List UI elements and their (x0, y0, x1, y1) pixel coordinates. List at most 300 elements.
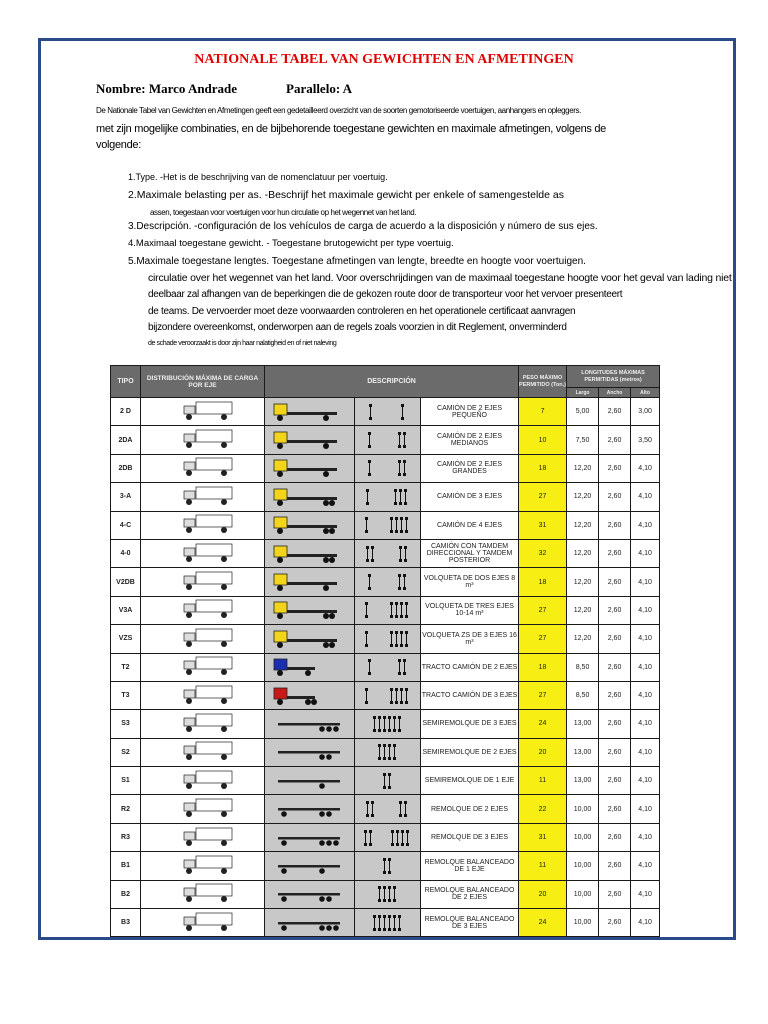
axle-icon (387, 686, 413, 706)
cell-descripcion (421, 596, 519, 624)
table-row (111, 738, 660, 766)
cell-peso (519, 398, 567, 426)
peso-value: 24 (538, 720, 547, 728)
cell-ancho (599, 653, 631, 681)
axle-icon (370, 714, 406, 734)
peso-value: 18 (538, 663, 547, 671)
cell-alto (631, 539, 660, 567)
weights-table (110, 365, 660, 937)
cell-descripcion (421, 852, 519, 880)
alto-value: 4,10 (638, 493, 652, 501)
vehicle-icon (265, 798, 354, 820)
cell-distribucion (141, 710, 265, 738)
axle-icon (387, 515, 413, 535)
cell-descripcion (421, 795, 519, 823)
desc-text: CAMIÓN DE 3 EJES (437, 493, 502, 501)
cell-alto (631, 596, 660, 624)
cell-axles (355, 454, 421, 482)
peso-value: 10 (538, 436, 547, 444)
axle-icon (395, 430, 411, 450)
largo-value: 12,20 (573, 521, 592, 529)
desc-text: TRACTO CAMIÓN DE 2 EJES (421, 663, 518, 671)
vehicle-icon (265, 912, 354, 934)
cell-distribucion (141, 568, 265, 596)
item-axle-load-cont: assen, toegestaan voor voertuigen voor hun circulatie op het wegennet van het land. (150, 208, 417, 217)
vehicle-icon (265, 741, 354, 763)
cell-tipo (111, 653, 141, 681)
cell-largo (567, 852, 599, 880)
axle-icon (362, 686, 373, 706)
cell-axles (355, 483, 421, 511)
peso-value: 27 (538, 692, 547, 700)
vehicle-icon (265, 827, 354, 849)
cell-axles (355, 880, 421, 908)
cell-side-view (265, 568, 355, 596)
item-max-lengths-cont-4: bijzondere overeenkomst, onderworpen aan de regels zoals voorzien in dit Reglement, onverminderd (148, 322, 567, 333)
cell-side-view (265, 511, 355, 539)
cell-tipo (111, 568, 141, 596)
axle-icon (370, 913, 406, 933)
axle-icon (363, 544, 379, 564)
desc-text: CAMIÓN DE 2 EJES MEDIANOS (437, 433, 502, 448)
peso-value: 11 (538, 777, 547, 785)
desc-text: REMOLQUE BALANCEADO DE 1 EJE (424, 858, 515, 873)
item-max-weight: 4.Maximaal toegestane gewicht. - Toegestane brutogewicht per type voertuig. (128, 238, 454, 249)
vehicle-icon (265, 514, 354, 536)
cell-ancho (599, 426, 631, 454)
cell-tipo (111, 852, 141, 880)
cell-alto (631, 767, 660, 795)
alto-value: 4,10 (638, 464, 652, 472)
cell-alto (631, 795, 660, 823)
cell-ancho (599, 596, 631, 624)
cell-side-view (265, 625, 355, 653)
truck-icon (141, 627, 264, 651)
cell-distribucion (141, 681, 265, 709)
cell-axles (355, 625, 421, 653)
truck-icon (141, 911, 264, 935)
ancho-value: 2,60 (607, 919, 622, 927)
cell-largo (567, 681, 599, 709)
cell-ancho (599, 483, 631, 511)
peso-value: 27 (538, 635, 547, 643)
alto-value: 4,10 (638, 663, 652, 671)
cell-ancho (599, 681, 631, 709)
largo-value: 12,20 (573, 635, 592, 643)
truck-icon (141, 684, 264, 708)
cell-peso (519, 454, 567, 482)
largo-value: 10,00 (573, 919, 592, 927)
cell-side-view (265, 880, 355, 908)
cell-side-view (265, 398, 355, 426)
peso-value: 31 (538, 834, 547, 842)
axle-icon (362, 600, 373, 620)
axle-icon (391, 487, 412, 507)
alto-value: 3,50 (638, 436, 652, 444)
largo-value: 12,20 (573, 493, 592, 501)
alto-value: 4,10 (638, 777, 652, 785)
table-row (111, 625, 660, 653)
cell-axles (355, 596, 421, 624)
table-row (111, 398, 660, 426)
header-longitudes: LONGITUDES MÁXIMAS PERMITIDAS (metros) (567, 366, 660, 388)
cell-alto (631, 568, 660, 596)
axle-icon (387, 629, 413, 649)
truck-icon (141, 400, 264, 424)
cell-peso (519, 625, 567, 653)
cell-distribucion (141, 823, 265, 851)
student-name: Nombre: Marco Andrade (96, 81, 238, 96)
cell-ancho (599, 880, 631, 908)
tipo-label: 4-C (119, 521, 132, 529)
cell-peso (519, 909, 567, 937)
desc-text: SEMIREMOLQUE DE 2 EJES (422, 748, 517, 756)
axle-icon (388, 828, 414, 848)
cell-distribucion (141, 539, 265, 567)
alto-value: 4,10 (638, 692, 652, 700)
cell-alto (631, 852, 660, 880)
vehicle-icon (265, 855, 354, 877)
axle-icon (375, 742, 401, 762)
ancho-value: 2,60 (607, 550, 622, 558)
cell-axles (355, 511, 421, 539)
axle-icon (365, 572, 376, 592)
cell-largo (567, 767, 599, 795)
cell-largo (567, 398, 599, 426)
axle-icon (395, 572, 411, 592)
cell-largo (567, 454, 599, 482)
ancho-value: 2,60 (607, 663, 622, 671)
cell-axles (355, 681, 421, 709)
cell-descripcion (421, 710, 519, 738)
cell-side-view (265, 795, 355, 823)
truck-icon (141, 769, 264, 793)
cell-tipo (111, 426, 141, 454)
largo-value: 12,20 (573, 606, 592, 614)
peso-value: 18 (538, 578, 547, 586)
cell-side-view (265, 653, 355, 681)
cell-side-view (265, 823, 355, 851)
cell-side-view (265, 738, 355, 766)
axle-icon (362, 629, 373, 649)
cell-alto (631, 511, 660, 539)
cell-peso (519, 511, 567, 539)
cell-alto (631, 483, 660, 511)
ancho-value: 2,60 (607, 578, 622, 586)
student-info (96, 81, 353, 97)
cell-tipo (111, 681, 141, 709)
cell-side-view (265, 909, 355, 937)
alto-value: 4,10 (638, 606, 652, 614)
header-distribucion: DISTRIBUCIÓN MÁXIMA DE CARGA POR EJE (141, 366, 265, 398)
cell-alto (631, 681, 660, 709)
desc-text: CAMIÓN CON TAMDEM DIRECCIONAL Y TAMDEM POSTERIOR (426, 543, 513, 565)
table-row (111, 880, 660, 908)
cell-axles (355, 909, 421, 937)
tipo-label: B1 (121, 862, 130, 870)
cell-distribucion (141, 511, 265, 539)
peso-value: 31 (538, 521, 547, 529)
table-row (111, 483, 660, 511)
tipo-label: T2 (121, 663, 130, 671)
vehicle-icon (265, 713, 354, 735)
axle-icon (380, 856, 396, 876)
vehicle-icon (265, 883, 354, 905)
tipo-label: V2DB (116, 578, 135, 586)
cell-alto (631, 880, 660, 908)
cell-axles (355, 710, 421, 738)
desc-text: VOLQUETA DE DOS EJES 8 m³ (423, 575, 516, 590)
desc-text: TRACTO CAMIÓN DE 3 EJES (421, 692, 518, 700)
intro-line-2: met zijn mogelijke combinaties, en de bijbehorende toegestane gewichten en maximale afmetingen, volgens de (96, 123, 606, 135)
item-description: 3.Descripción. -configuración de los vehículos de carga de acuerdo a la disposición y número de sus ejes. (128, 221, 598, 232)
cell-tipo (111, 454, 141, 482)
largo-value: 7,50 (575, 436, 590, 444)
cell-side-view (265, 454, 355, 482)
truck-icon (141, 598, 264, 622)
cell-descripcion (421, 568, 519, 596)
item-max-lengths-cont-2: deelbaar zal afhangen van de beperkingen die de gekozen route door de transporteur voor het vervoer presenteert (148, 289, 623, 300)
cell-distribucion (141, 398, 265, 426)
cell-distribucion (141, 738, 265, 766)
cell-peso (519, 596, 567, 624)
cell-ancho (599, 795, 631, 823)
axle-icon (375, 884, 401, 904)
cell-largo (567, 710, 599, 738)
ancho-value: 2,60 (607, 493, 622, 501)
axle-icon (395, 458, 411, 478)
axle-icon (362, 515, 373, 535)
ancho-value: 2,60 (607, 834, 622, 842)
ancho-value: 2,60 (607, 748, 622, 756)
desc-text: REMOLQUE BALANCEADO DE 3 EJES (424, 915, 515, 930)
desc-text: SEMIREMOLQUE DE 3 EJES (422, 720, 517, 728)
cell-axles (355, 568, 421, 596)
cell-largo (567, 426, 599, 454)
cell-ancho (599, 454, 631, 482)
table-row (111, 823, 660, 851)
table-row (111, 767, 660, 795)
header-ancho: Ancho (599, 388, 631, 398)
cell-side-view (265, 681, 355, 709)
largo-value: 12,20 (573, 464, 592, 472)
desc-text: VOLQUETA ZS DE 3 EJES 16 m³ (422, 631, 517, 646)
peso-value: 7 (540, 408, 545, 416)
alto-value: 4,10 (638, 578, 652, 586)
ancho-value: 2,60 (607, 635, 622, 643)
desc-text: VOLQUETA DE TRES EJES 10-14 m³ (425, 603, 514, 618)
cell-largo (567, 511, 599, 539)
peso-value: 20 (538, 890, 547, 898)
vehicle-icon (265, 543, 354, 565)
cell-peso (519, 568, 567, 596)
tipo-label: 2DA (118, 436, 133, 444)
alto-value: 4,10 (638, 635, 652, 643)
desc-text: SEMIREMOLQUE DE 1 EJE (424, 777, 515, 785)
cell-ancho (599, 767, 631, 795)
cell-tipo (111, 511, 141, 539)
cell-side-view (265, 539, 355, 567)
cell-largo (567, 539, 599, 567)
cell-largo (567, 568, 599, 596)
largo-value: 12,20 (573, 578, 592, 586)
cell-descripcion (421, 426, 519, 454)
cell-side-view (265, 852, 355, 880)
cell-peso (519, 426, 567, 454)
vehicle-icon (265, 401, 354, 423)
alto-value: 4,10 (638, 748, 652, 756)
table-row (111, 568, 660, 596)
cell-peso (519, 738, 567, 766)
cell-descripcion (421, 653, 519, 681)
cell-largo (567, 738, 599, 766)
tipo-label: 2 D (120, 408, 131, 416)
cell-descripcion (421, 454, 519, 482)
desc-text: CAMIÓN DE 4 EJES (437, 521, 502, 529)
cell-ancho (599, 398, 631, 426)
table-row (111, 511, 660, 539)
cell-alto (631, 909, 660, 937)
desc-text: REMOLQUE DE 2 EJES (431, 805, 509, 813)
cell-ancho (599, 710, 631, 738)
tipo-label: S2 (121, 748, 130, 756)
cell-axles (355, 767, 421, 795)
table-row (111, 795, 660, 823)
cell-peso (519, 653, 567, 681)
vehicle-icon (265, 457, 354, 479)
tipo-label: B2 (121, 890, 130, 898)
cell-distribucion (141, 880, 265, 908)
cell-descripcion (421, 909, 519, 937)
header-tipo: TIPO (111, 366, 141, 398)
table-row (111, 426, 660, 454)
axle-icon (380, 771, 396, 791)
vehicle-icon (265, 685, 354, 707)
cell-largo (567, 653, 599, 681)
cell-tipo (111, 398, 141, 426)
cell-axles (355, 539, 421, 567)
cell-distribucion (141, 767, 265, 795)
axle-icon (363, 799, 379, 819)
ancho-value: 2,60 (607, 521, 622, 529)
cell-ancho (599, 568, 631, 596)
cell-side-view (265, 483, 355, 511)
axle-icon (361, 828, 377, 848)
axle-icon (396, 799, 412, 819)
cell-tipo (111, 596, 141, 624)
cell-tipo (111, 539, 141, 567)
tipo-label: 2DB (118, 464, 133, 472)
alto-value: 4,10 (638, 862, 652, 870)
truck-icon (141, 797, 264, 821)
truck-icon (141, 456, 264, 480)
intro-line-3: volgende: (96, 139, 142, 151)
peso-value: 11 (538, 862, 547, 870)
vehicle-icon (265, 628, 354, 650)
header-peso: PESO MÁXIMO PERMITIDO (Ton.) (519, 366, 567, 398)
cell-axles (355, 738, 421, 766)
cell-tipo (111, 795, 141, 823)
table-row (111, 710, 660, 738)
tipo-label: R2 (121, 805, 130, 813)
cell-descripcion (421, 880, 519, 908)
tipo-label: S3 (121, 720, 130, 728)
cell-axles (355, 823, 421, 851)
cell-descripcion (421, 738, 519, 766)
cell-axles (355, 852, 421, 880)
cell-alto (631, 454, 660, 482)
largo-value: 13,00 (573, 720, 592, 728)
ancho-value: 2,60 (607, 408, 622, 416)
ancho-value: 2,60 (607, 692, 622, 700)
cell-tipo (111, 767, 141, 795)
truck-icon (141, 655, 264, 679)
cell-side-view (265, 596, 355, 624)
ancho-value: 2,60 (607, 890, 622, 898)
cell-ancho (599, 909, 631, 937)
cell-distribucion (141, 454, 265, 482)
truck-icon (141, 826, 264, 850)
truck-icon (141, 882, 264, 906)
truck-icon (141, 570, 264, 594)
table-row (111, 852, 660, 880)
item-max-lengths: 5.Maximale toegestane lengtes. Toegestane afmetingen van lengte, breedte en hoogte voor voertuigen. (128, 256, 586, 267)
cell-alto (631, 426, 660, 454)
largo-value: 8,50 (575, 692, 590, 700)
tipo-label: 3-A (119, 493, 132, 501)
truck-icon (141, 513, 264, 537)
alto-value: 3,00 (638, 408, 652, 416)
cell-largo (567, 909, 599, 937)
item-max-lengths-cont-3: de teams. De vervoerder moet deze voorwaarden controleren en het operationele certificaat aanvragen (148, 306, 576, 317)
alto-value: 4,10 (638, 890, 652, 898)
cell-alto (631, 823, 660, 851)
header-largo: Largo (567, 388, 599, 398)
truck-icon (141, 712, 264, 736)
axle-icon (396, 544, 412, 564)
cell-peso (519, 795, 567, 823)
cell-side-view (265, 767, 355, 795)
cell-descripcion (421, 823, 519, 851)
peso-value: 27 (538, 606, 547, 614)
item-type: 1.Type. -Het is de beschrijving van de nomenclatuur per voertuig. (128, 172, 388, 182)
ancho-value: 2,60 (607, 436, 622, 444)
peso-value: 27 (538, 493, 547, 501)
cell-descripcion (421, 398, 519, 426)
cell-distribucion (141, 852, 265, 880)
document-title: NATIONALE TABEL VAN GEWICHTEN EN AFMETINGEN (194, 52, 574, 67)
largo-value: 13,00 (573, 777, 592, 785)
desc-text: REMOLQUE DE 3 EJES (431, 834, 509, 842)
tipo-label: R3 (121, 834, 130, 842)
tipo-label: 4-0 (120, 550, 131, 558)
alto-value: 4,10 (638, 521, 652, 529)
cell-alto (631, 710, 660, 738)
ancho-value: 2,60 (607, 464, 622, 472)
largo-value: 8,50 (575, 663, 590, 671)
cell-distribucion (141, 596, 265, 624)
header-alto: Alto (631, 388, 660, 398)
cell-largo (567, 596, 599, 624)
cell-largo (567, 483, 599, 511)
cell-distribucion (141, 795, 265, 823)
cell-largo (567, 795, 599, 823)
tipo-label: T3 (121, 692, 130, 700)
axle-icon (387, 600, 413, 620)
vehicle-icon (265, 571, 354, 593)
cell-axles (355, 653, 421, 681)
largo-value: 10,00 (573, 834, 592, 842)
